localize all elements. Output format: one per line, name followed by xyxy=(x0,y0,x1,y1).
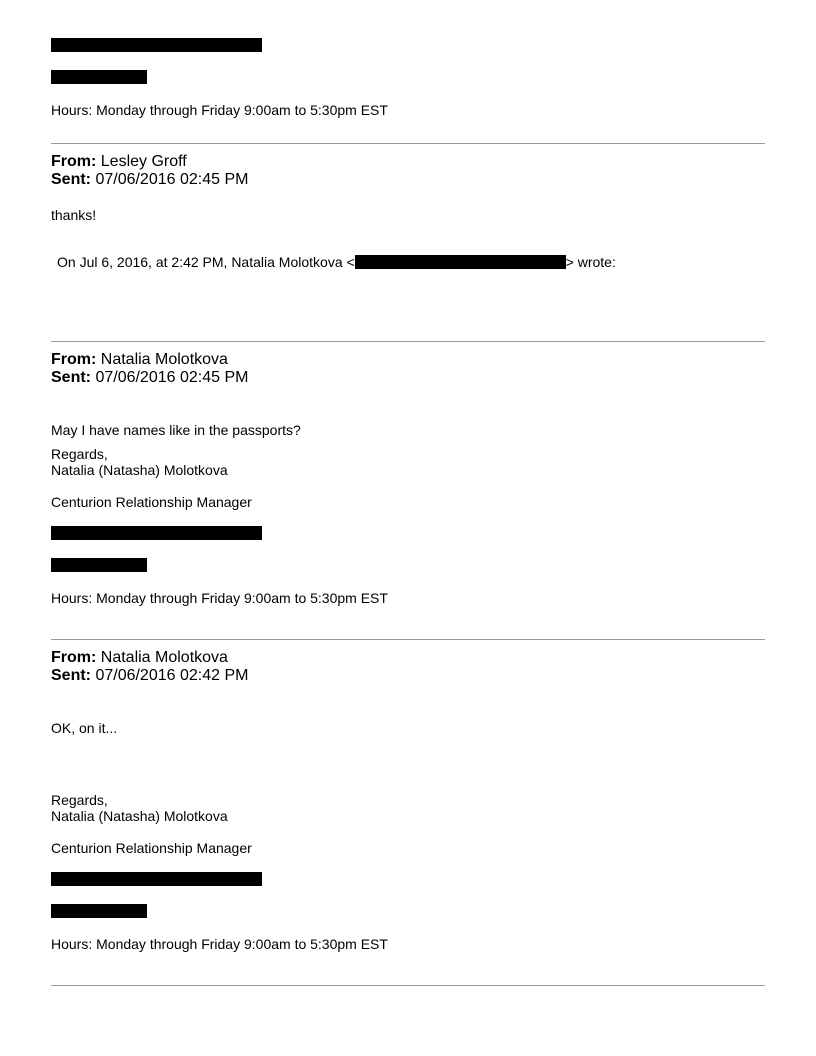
quote-prefix: On Jul 6, 2016, at 2:42 PM, Natalia Molotkova < xyxy=(57,254,355,270)
sent-value: 07/06/2016 02:45 PM xyxy=(91,171,249,188)
separator-rule xyxy=(51,639,765,640)
redaction-bar xyxy=(51,70,147,84)
separator-rule xyxy=(51,143,765,144)
sent-label: Sent: xyxy=(51,171,91,188)
sent-line xyxy=(51,171,248,189)
redaction-bar xyxy=(355,255,566,269)
sent-label: Sent: xyxy=(51,369,91,386)
hours-text: Hours: Monday through Friday 9:00am to 5:30pm EST xyxy=(51,590,388,606)
signature-name: Natalia (Natasha) Molotkova xyxy=(51,808,228,824)
regards-text: Regards, xyxy=(51,792,108,808)
email-body: OK, on it... xyxy=(51,720,118,736)
quote-line xyxy=(57,254,616,270)
hours-text: Hours: Monday through Friday 9:00am to 5:30pm EST xyxy=(51,102,388,118)
regards-text: Regards, xyxy=(51,446,108,462)
redaction-bar xyxy=(51,558,147,572)
sent-value: 07/06/2016 02:42 PM xyxy=(91,667,249,684)
email-body: thanks! xyxy=(51,207,97,223)
from-line xyxy=(51,649,228,667)
from-line xyxy=(51,153,187,171)
from-value: Lesley Groff xyxy=(96,153,187,170)
separator-rule xyxy=(51,985,765,986)
redaction-bar xyxy=(51,872,262,886)
from-line xyxy=(51,351,228,369)
from-value: Natalia Molotkova xyxy=(96,649,228,666)
separator-rule xyxy=(51,341,765,342)
sent-value: 07/06/2016 02:45 PM xyxy=(91,369,249,386)
from-label: From: xyxy=(51,649,97,666)
from-value: Natalia Molotkova xyxy=(96,351,228,368)
signature-title: Centurion Relationship Manager xyxy=(51,840,252,856)
email-body: May I have names like in the passports? xyxy=(51,422,301,438)
quote-suffix: > wrote: xyxy=(565,254,616,270)
signature-name: Natalia (Natasha) Molotkova xyxy=(51,462,228,478)
from-label: From: xyxy=(51,153,97,170)
sent-label: Sent: xyxy=(51,667,91,684)
hours-text: Hours: Monday through Friday 9:00am to 5:30pm EST xyxy=(51,936,388,952)
signature-title: Centurion Relationship Manager xyxy=(51,494,252,510)
sent-line xyxy=(51,667,248,685)
sent-line xyxy=(51,369,248,387)
redaction-bar xyxy=(51,904,147,918)
redaction-bar xyxy=(51,526,262,540)
from-label: From: xyxy=(51,351,97,368)
redaction-bar xyxy=(51,38,262,52)
